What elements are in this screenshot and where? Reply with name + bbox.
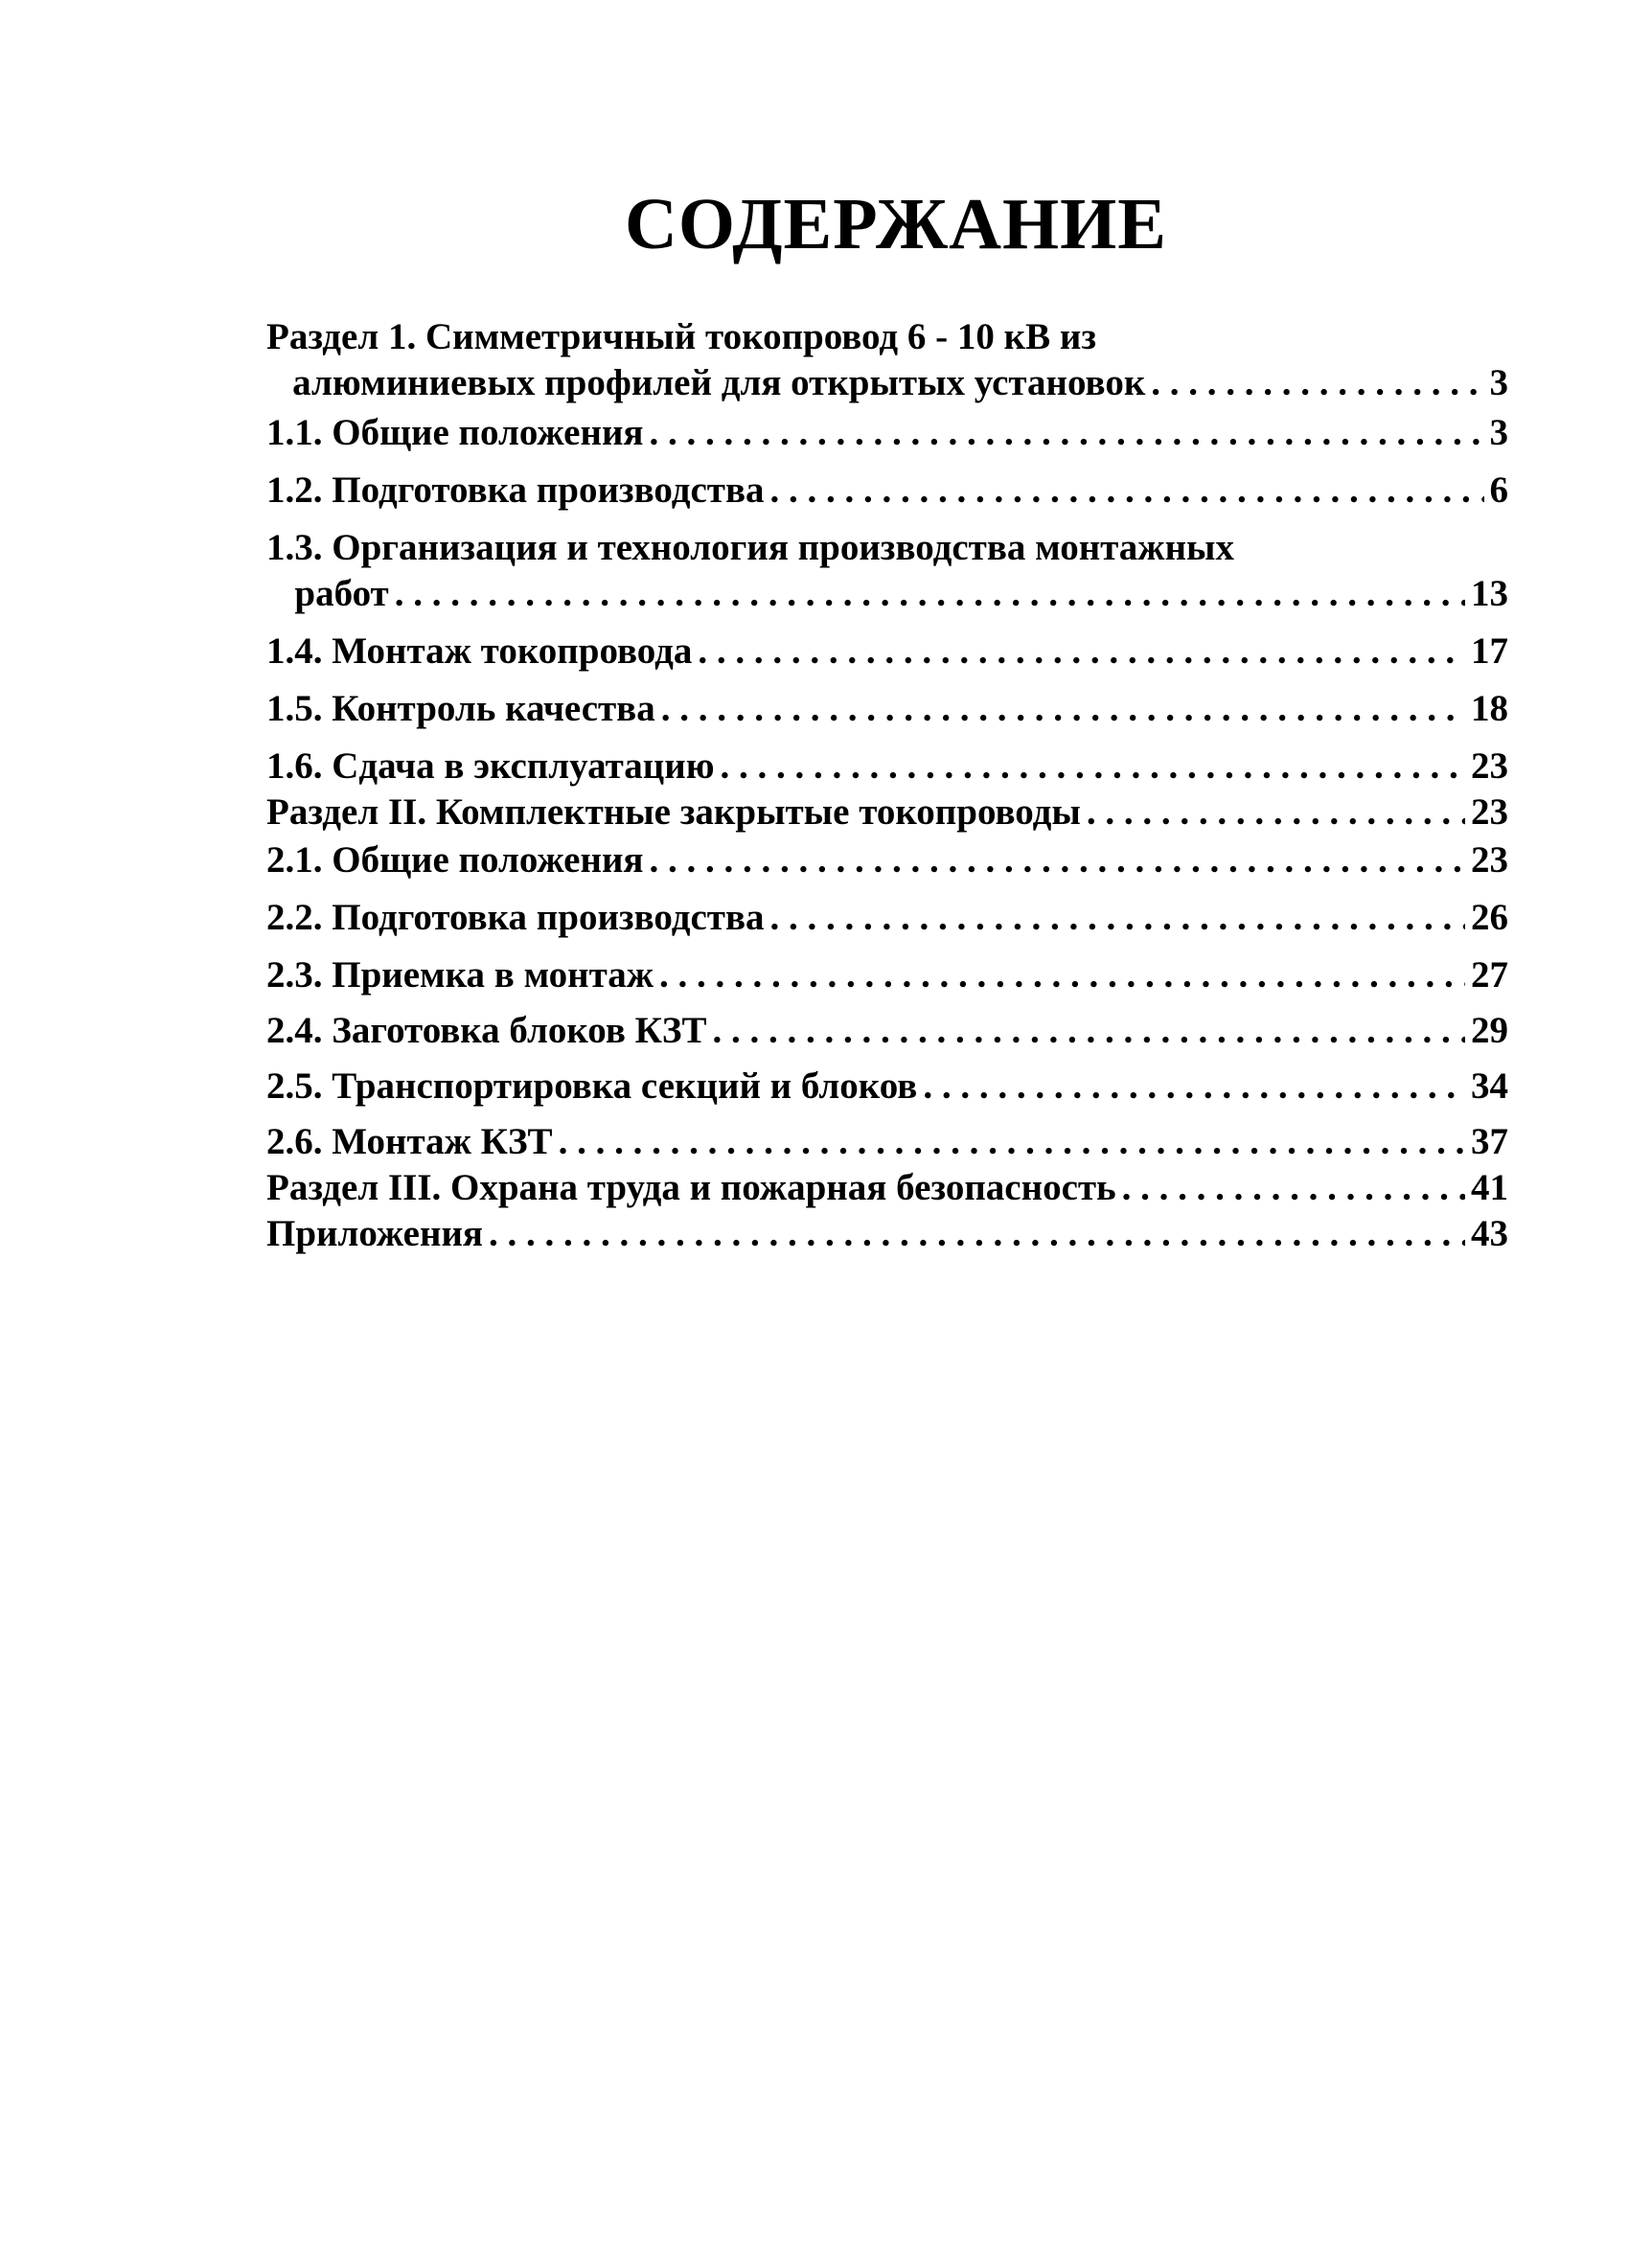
toc-leader-dots <box>923 1067 1465 1105</box>
toc-entry-section-3[interactable] <box>266 1169 1508 1206</box>
toc-entry-text: Раздел II. Комплектные закрытые токопроводы <box>266 791 1081 833</box>
toc-entry-2-5[interactable] <box>266 1067 1508 1105</box>
toc-leader-dots <box>721 747 1465 785</box>
toc-entry-text: 2.5. Транспортировка секций и блоков <box>266 1065 918 1107</box>
toc-page-number: 37 <box>1471 1121 1508 1162</box>
toc-page-number: 17 <box>1471 630 1508 672</box>
toc-entry-text: 2.4. Заготовка блоков КЗТ <box>266 1010 707 1051</box>
toc-entry-section-2[interactable] <box>266 793 1508 831</box>
toc-entry-1-1[interactable] <box>266 414 1508 451</box>
toc-page-number: 3 <box>1489 362 1508 403</box>
toc-entry-2-1[interactable] <box>266 841 1508 879</box>
toc-page-number: 43 <box>1471 1213 1508 1254</box>
toc-leader-dots <box>770 471 1484 509</box>
toc-entry-text: 2.2. Подготовка производства <box>266 897 765 938</box>
toc-page-number: 34 <box>1471 1065 1508 1107</box>
toc-leader-dots <box>395 575 1465 612</box>
toc-leader-dots <box>661 690 1465 727</box>
toc-entry-text: 1.6. Сдача в эксплуатацию <box>266 745 715 787</box>
toc-leader-dots <box>698 632 1465 670</box>
toc-page-number: 41 <box>1471 1167 1508 1208</box>
toc-leader-dots <box>713 1012 1465 1049</box>
toc-entry-text: 2.3. Приемка в монтаж <box>266 954 654 996</box>
toc-page-number: 23 <box>1471 745 1508 787</box>
toc-page-number: 18 <box>1471 688 1508 729</box>
toc-page-number: 3 <box>1489 412 1508 453</box>
toc-entry-text: 1.4. Монтаж токопровода <box>266 630 693 672</box>
toc-page-number: 6 <box>1489 469 1508 511</box>
toc-entry-text: Приложения <box>266 1213 484 1254</box>
toc-entry-2-3[interactable] <box>266 956 1508 994</box>
toc-entry-section-1[interactable] <box>266 364 1508 401</box>
toc-entry-text: 2.1. Общие положения <box>266 839 644 881</box>
toc-page-number: 26 <box>1471 897 1508 938</box>
toc-entry-1-3[interactable] <box>266 575 1508 612</box>
toc-entry-1-5[interactable] <box>266 690 1508 727</box>
toc-entry-text: Раздел III. Охрана труда и пожарная безопасность <box>266 1167 1116 1208</box>
toc-entry-2-6[interactable] <box>266 1123 1508 1160</box>
toc-leader-dots <box>770 899 1465 936</box>
toc-entry-text: 2.6. Монтаж КЗТ <box>266 1121 553 1162</box>
toc-page-number: 23 <box>1471 791 1508 833</box>
toc-leader-dots <box>650 414 1484 451</box>
toc-page-number: 27 <box>1471 954 1508 996</box>
toc-leader-dots <box>559 1123 1465 1160</box>
toc-entry-2-2[interactable] <box>266 899 1508 936</box>
toc-leader-dots <box>650 841 1465 879</box>
toc-page-number: 29 <box>1471 1010 1508 1051</box>
toc-entry-1-6[interactable] <box>266 747 1508 785</box>
toc-entry-1-2[interactable] <box>266 471 1508 509</box>
toc-entry-text: 1.2. Подготовка производства <box>266 469 765 511</box>
toc-entry-1-4[interactable] <box>266 632 1508 670</box>
page-title: СОДЕРЖАНИЕ <box>625 184 1167 264</box>
toc-leader-dots <box>1122 1169 1465 1206</box>
toc-entry-section-1-line1: Раздел 1. Симметричный токопровод 6 - 10 кВ из <box>266 316 1097 357</box>
toc-entry-1-3-line1: 1.3. Организация и технология производства монтажных <box>266 527 1235 568</box>
toc-entry-text: работ <box>294 573 389 614</box>
toc-leader-dots <box>489 1215 1465 1252</box>
toc-entry-text: алюминиевых профилей для открытых установок <box>292 362 1146 403</box>
toc-entry-text: 1.1. Общие положения <box>266 412 644 453</box>
toc-page-number: 13 <box>1471 573 1508 614</box>
toc-leader-dots <box>1087 793 1465 831</box>
toc-entry-2-4[interactable] <box>266 1012 1508 1049</box>
toc-leader-dots <box>1151 364 1483 401</box>
toc-entry-appendices[interactable] <box>266 1215 1508 1252</box>
toc-page-number: 23 <box>1471 839 1508 881</box>
toc-entry-text: 1.5. Контроль качества <box>266 688 655 729</box>
toc-leader-dots <box>659 956 1465 994</box>
